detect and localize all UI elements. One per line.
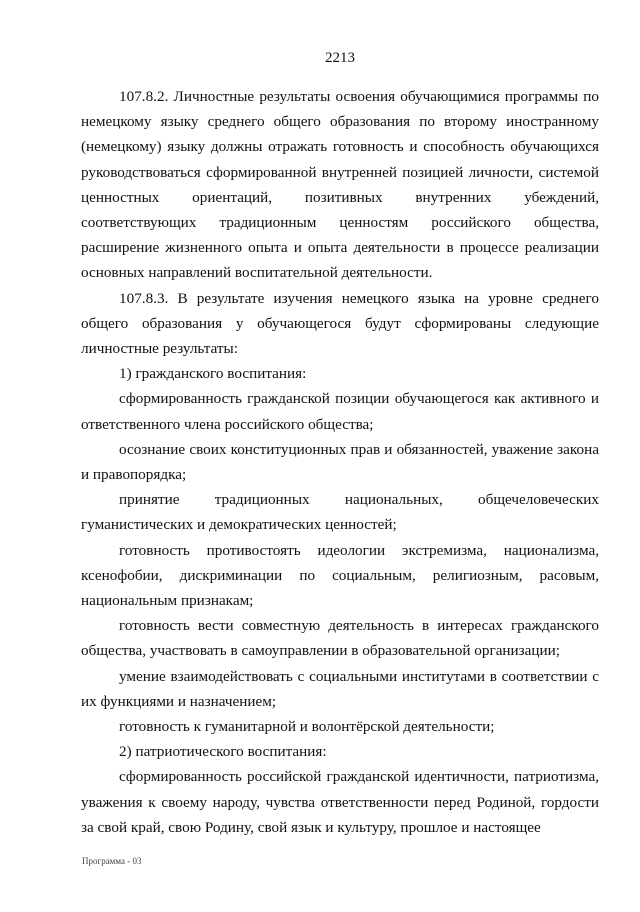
list-item: готовность противостоять идеологии экстремизма, национализма, ксенофобии, дискриминации по социальным, религиозным, расовым, национальным признакам; xyxy=(81,541,599,610)
list-item: сформированность российской гражданской идентичности, патриотизма, уважения к своему народу, чувства ответственности перед Родиной, гордости за свой край, свою Родину, свой язык и культуру, прошлое и настоящее xyxy=(81,768,599,836)
paragraph-107-8-2: 107.8.2. Личностные результаты освоения обучающимися программы по немецкому языку среднего общего образования по второму иностранному (немецкому) языку должны отражать готовность и способность обучающихся руководствоваться сформированной внутренней позицией личности, системой ценностных ориентаций, позитивных внутренних убеждений, соответствующих традиционным ценностям российского общества, расширение жизненного опыта и опыта деятельности в процессе реализации основных направлений воспитательной деятельности. xyxy=(81,88,599,282)
list-heading-patriotic-education: 2) патриотического воспитания: xyxy=(119,743,327,761)
list-item: осознание своих конституционных прав и обязанностей, уважение закона и правопорядка; xyxy=(81,440,599,484)
document-body xyxy=(81,84,599,840)
footer-label: Программа - 03 xyxy=(82,856,142,866)
list-item: сформированность гражданской позиции обучающегося как активного и ответственного члена российского общества; xyxy=(81,390,599,433)
list-item: принятие традиционных национальных, общечеловеческих гуманистических и демократических ценностей; xyxy=(81,491,599,534)
list-item: умение взаимодействовать с социальными институтами в соответствии с их функциями и назначением; xyxy=(81,667,599,710)
list-item: готовность вести совместную деятельность в интересах гражданского общества, участвовать в самоуправлении в образовательной организации; xyxy=(81,617,599,660)
list-heading-civic-education: 1) гражданского воспитания: xyxy=(119,365,307,383)
paragraph-107-8-3: 107.8.3. В результате изучения немецкого языка на уровне среднего общего образования у обучающегося будут сформированы следующие личностные результаты: xyxy=(81,289,599,358)
page-number: 2213 xyxy=(325,50,355,66)
list-item: готовность к гуманитарной и волонтёрской деятельности; xyxy=(119,718,495,736)
